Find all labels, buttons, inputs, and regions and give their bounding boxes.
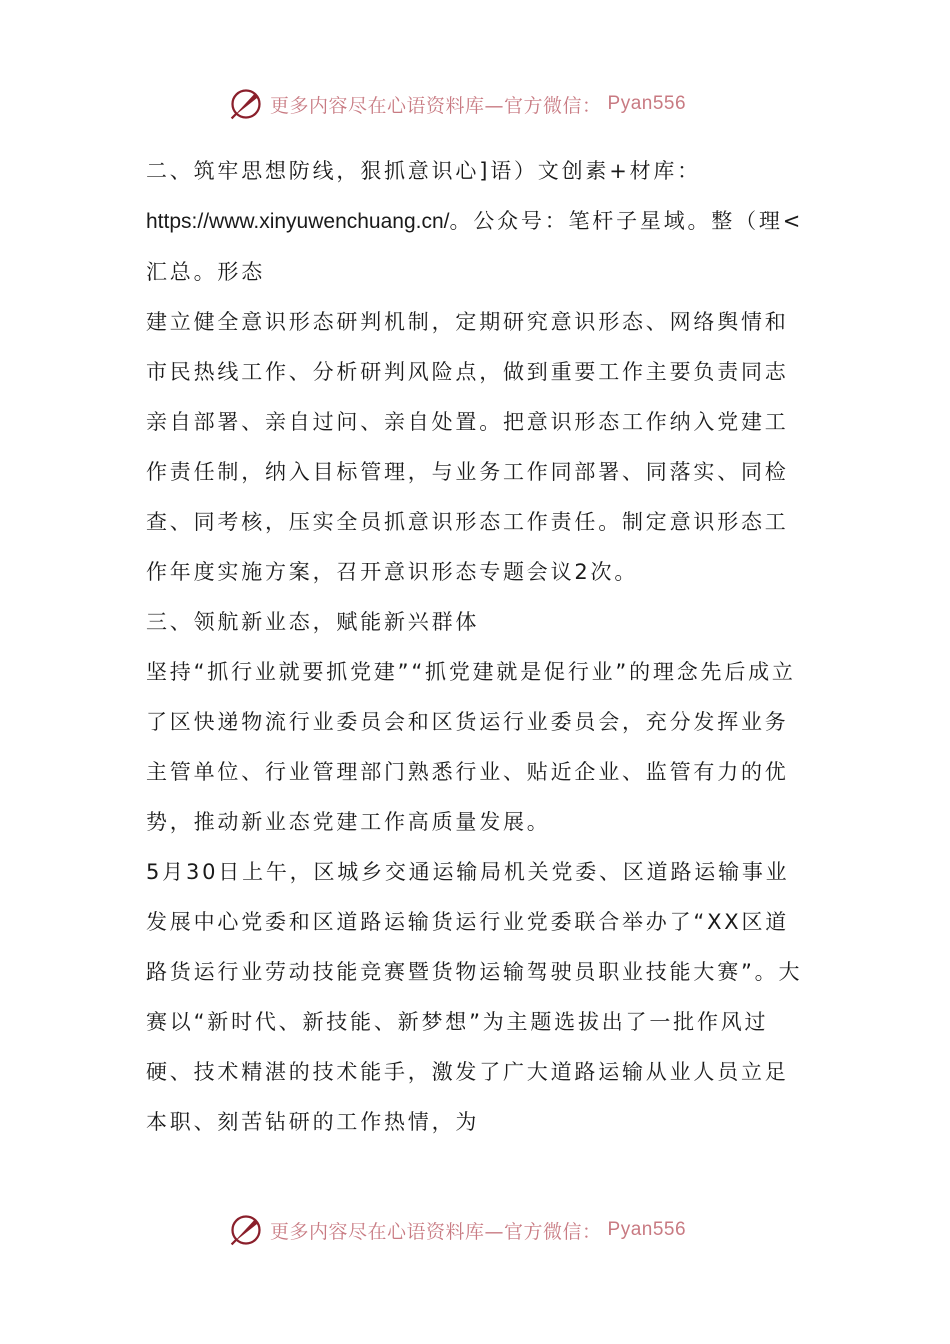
paragraph-1-text-a: 二、筑牢思想防线，狠抓意识心]语）文创素+材库： [146,159,701,183]
watermark-handle: Pyan556 [607,93,687,114]
watermark-header [228,84,686,124]
website-url: https://www.xinyuwenchuang.cn/ [146,210,450,233]
watermark-handle: Pyan556 [607,1219,687,1240]
section-heading-2 [146,146,806,297]
watermark-footer [228,1210,686,1250]
quill-pen-logo-icon [228,1212,264,1248]
paragraph-industry-committees: 坚持“抓行业就要抓党建”“抓党建就是促行业”的理念先后成立了区快递物流行业委员会和区货运行业委员会，充分发挥业务主管单位、行业管理部门熟悉行业、贴近企业、监管有力的优势，推动新业态党建工作高质量发展。 [146,660,796,834]
watermark-text: 更多内容尽在心语资料库—官方微信： [270,94,602,117]
document-body [146,146,806,1147]
paragraph-skills-competition: 5月30日上午，区城乡交通运输局机关党委、区道路运输事业发展中心党委和区道路运输货运行业党委联合举办了“XX区道路货运行业劳动技能竞赛暨货物运输驾驶员职业技能大赛”。大赛以“新时代、新技能、新梦想”为主题选拔出了一批作风过硬、技术精湛的技术能手，激发了广大道路运输从业人员立足本职、刻苦钻研的工作热情，为 [146,860,803,1134]
watermark-text: 更多内容尽在心语资料库—官方微信： [270,1220,602,1243]
section-heading-3: 三、领航新业态，赋能新兴群体 [146,610,480,634]
paragraph-ideology-mechanism: 建立健全意识形态研判机制，定期研究意识形态、网络舆情和市民热线工作、分析研判风险点，做到重要工作主要负责同志亲自部署、亲自过问、亲自处置。把意识形态工作纳入党建工作责任制，纳入目标管理，与业务工作同部署、同落实、同检查、同考核，压实全员抓意识形态工作责任。制定意识形态工作年度实施方案，召开意识形态专题会议2次。 [146,310,789,584]
quill-pen-logo-icon [228,86,264,122]
paragraph-1-text-b: 。公众号：笔杆子星域。整（理<汇总。形态 [146,209,804,284]
